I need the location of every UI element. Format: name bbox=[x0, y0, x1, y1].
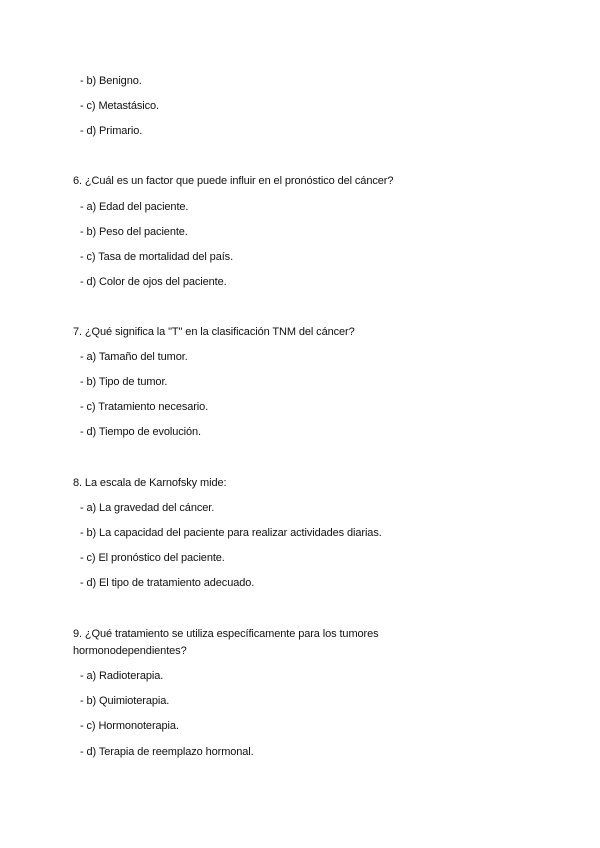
option-9d: - d) Terapia de reemplazo hormonal. bbox=[80, 746, 254, 758]
option-8c: - c) El pronóstico del paciente. bbox=[80, 552, 225, 564]
option-7a: - a) Tamaño del tumor. bbox=[80, 351, 188, 363]
option-5b: - b) Benigno. bbox=[80, 75, 142, 87]
option-7c: - c) Tratamiento necesario. bbox=[80, 401, 209, 413]
option-5d: - d) Primario. bbox=[80, 125, 143, 137]
option-6d: - d) Color de ojos del paciente. bbox=[80, 276, 227, 288]
question-6: 6. ¿Cuál es un factor que puede influir en el pronóstico del cáncer? bbox=[73, 175, 394, 187]
option-8a: - a) La gravedad del cáncer. bbox=[80, 502, 215, 514]
option-7b: - b) Tipo de tumor. bbox=[80, 376, 168, 388]
option-6b: - b) Peso del paciente. bbox=[80, 226, 188, 238]
option-8d: - d) El tipo de tratamiento adecuado. bbox=[80, 577, 255, 589]
option-7d: - d) Tiempo de evolución. bbox=[80, 426, 202, 438]
option-8b: - b) La capacidad del paciente para realizar actividades diarias. bbox=[80, 527, 382, 539]
question-9-line-1: 9. ¿Qué tratamiento se utiliza específicamente para los tumores bbox=[73, 628, 379, 640]
option-9c: - c) Hormonoterapia. bbox=[80, 720, 179, 732]
option-9b: - b) Quimioterapia. bbox=[80, 695, 170, 707]
option-9a: - a) Radioterapia. bbox=[80, 670, 164, 682]
question-7: 7. ¿Qué significa la "T" en la clasificación TNM del cáncer? bbox=[73, 326, 355, 338]
question-8: 8. La escala de Karnofsky mide: bbox=[73, 477, 227, 489]
option-5c: - c) Metastásico. bbox=[80, 100, 159, 112]
question-9-line-2: hormonodependientes? bbox=[73, 645, 187, 657]
option-6a: - a) Edad del paciente. bbox=[80, 201, 189, 213]
option-6c: - c) Tasa de mortalidad del país. bbox=[80, 251, 234, 263]
